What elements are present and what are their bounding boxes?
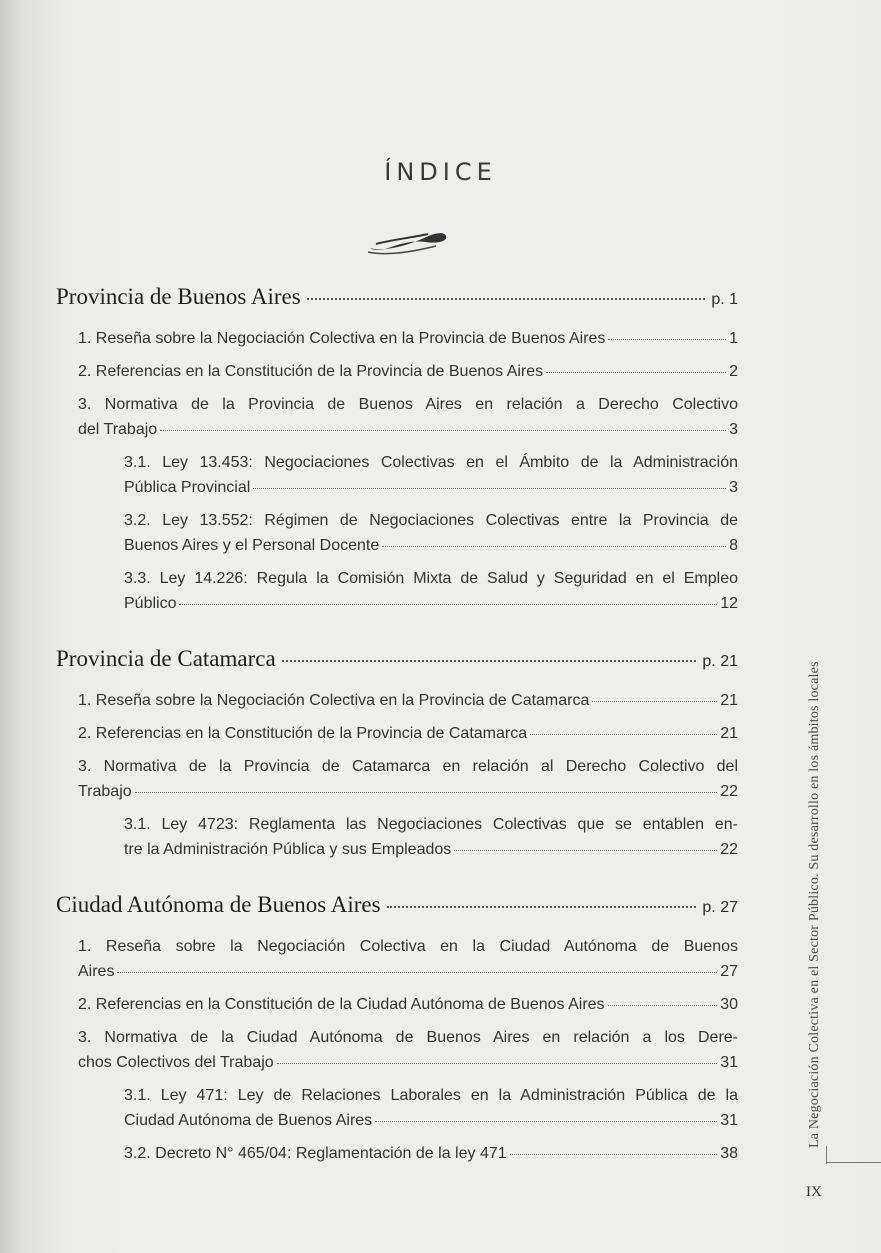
entry-text: Pública Provincial [124,479,251,496]
toc-entry[interactable] [78,721,738,746]
entry-page: 2 [729,363,738,380]
entry-page: 27 [720,963,738,980]
toc-entry[interactable] [124,508,738,558]
side-rule [826,1162,881,1163]
dot-leader [179,604,717,605]
entry-line: 3.2. Ley 13.552: Régimen de Negociaciones Colectivas entre la Provincia de [124,512,738,529]
section-title: Provincia de Buenos Aires [56,284,301,309]
toc-entry[interactable] [78,392,738,442]
dot-leader [117,972,717,973]
entry-text: Ciudad Autónoma de Buenos Aires [124,1112,373,1129]
entry-text: del Trabajo [78,421,158,438]
entry-text: 1. Reseña sobre la Negociación Colectiva en la Provincia de Catamarca [78,692,590,709]
entry-text: 1. Reseña sobre la Negociación Colectiva en la Provincia de Buenos Aires [78,330,606,347]
dot-leader [135,792,718,793]
dot-leader [307,298,706,300]
section-title: Ciudad Autónoma de Buenos Aires [56,892,381,917]
entry-line: 3. Normativa de la Ciudad Autónoma de Buenos Aires en relación a los Dere- [78,1029,738,1046]
toc-entry[interactable] [78,688,738,713]
entry-page: 31 [720,1112,738,1129]
section-page: p. 1 [711,291,738,308]
entry-text: tre la Administración Pública y sus Empleados [124,841,452,858]
section-heading[interactable] [56,892,738,926]
entry-text: 2. Referencias en la Constitución de la Provincia de Catamarca [78,725,528,742]
dot-leader [530,734,717,735]
entry-page: 21 [720,725,738,742]
entry-page: 30 [720,996,738,1013]
section-heading[interactable] [56,646,738,680]
page-number: IX [806,1184,822,1200]
entry-text: chos Colectivos del Trabajo [78,1054,274,1071]
dot-leader [282,660,697,662]
toc-entry[interactable] [78,754,738,804]
toc-entry[interactable] [124,1083,738,1133]
dot-leader [382,546,726,547]
dot-leader [277,1063,718,1064]
toc-entry[interactable] [124,566,738,616]
toc-entry[interactable] [78,326,738,351]
toc-entry[interactable] [124,1141,738,1166]
toc-section [56,646,738,862]
entry-text: 2. Referencias en la Constitución de la Ciudad Autónoma de Buenos Aires [78,996,605,1013]
entry-line: 3.1. Ley 4723: Reglamenta las Negociaciones Colectivas que se entablen en- [124,816,738,833]
entry-page: 22 [720,783,738,800]
dot-leader [608,339,726,340]
dot-leader [375,1121,717,1122]
dot-leader [454,850,717,851]
running-title: La Negociación Colectiva en el Sector Público. Su desarrollo en los ámbitos locales [807,661,822,1148]
toc-entry[interactable] [124,812,738,862]
entry-text: Público [124,595,177,612]
entry-page: 1 [729,330,738,347]
entry-page: 38 [720,1145,738,1162]
dot-leader [253,488,726,489]
entry-text: Trabajo [78,783,132,800]
entry-page: 8 [729,537,738,554]
entry-text: Aires [78,963,115,980]
entry-page: 12 [720,595,738,612]
entry-line: 3. Normativa de la Provincia de Buenos Aires en relación a Derecho Colectivo [78,396,738,413]
section-heading[interactable] [56,284,738,318]
entry-page: 3 [729,421,738,438]
table-of-contents [56,284,738,1166]
section-title: Provincia de Catamarca [56,646,276,671]
section-page: p. 27 [702,899,738,916]
toc-entry[interactable] [124,450,738,500]
toc-entry[interactable] [78,359,738,384]
entry-line: 3.1. Ley 13.453: Negociaciones Colectivas en el Ámbito de la Administración [124,454,738,471]
entry-line: 3.3. Ley 14.226: Regula la Comisión Mixta de Salud y Seguridad en el Empleo [124,570,738,587]
dot-leader [387,906,697,908]
entry-page: 3 [729,479,738,496]
entry-line: 3.1. Ley 471: Ley de Relaciones Laborales en la Administración Pública de la [124,1087,738,1104]
dot-leader [592,701,717,702]
entry-text: 2. Referencias en la Constitución de la Provincia de Buenos Aires [78,363,544,380]
dot-leader [608,1005,718,1006]
toc-entry[interactable] [78,992,738,1017]
toc-section [56,892,738,1166]
toc-entry[interactable] [78,1025,738,1075]
dot-leader [546,372,726,373]
dot-leader [160,430,726,431]
entry-page: 31 [720,1054,738,1071]
page-title: ÍNDICE [384,158,497,186]
toc-entry[interactable] [78,934,738,984]
entry-line: 3. Normativa de la Provincia de Catamarca en relación al Derecho Colectivo del [78,758,738,775]
entry-line: 1. Reseña sobre la Negociación Colectiva en la Ciudad Autónoma de Buenos [78,938,738,955]
entry-page: 22 [720,841,738,858]
toc-section [56,284,738,616]
entry-page: 21 [720,692,738,709]
section-page: p. 21 [702,653,738,670]
dot-leader [510,1154,718,1155]
entry-text: 3.2. Decreto N° 465/04: Reglamentación de la ley 471 [124,1145,507,1162]
flourish-ornament-icon [366,222,450,260]
entry-text: Buenos Aires y el Personal Docente [124,537,380,554]
